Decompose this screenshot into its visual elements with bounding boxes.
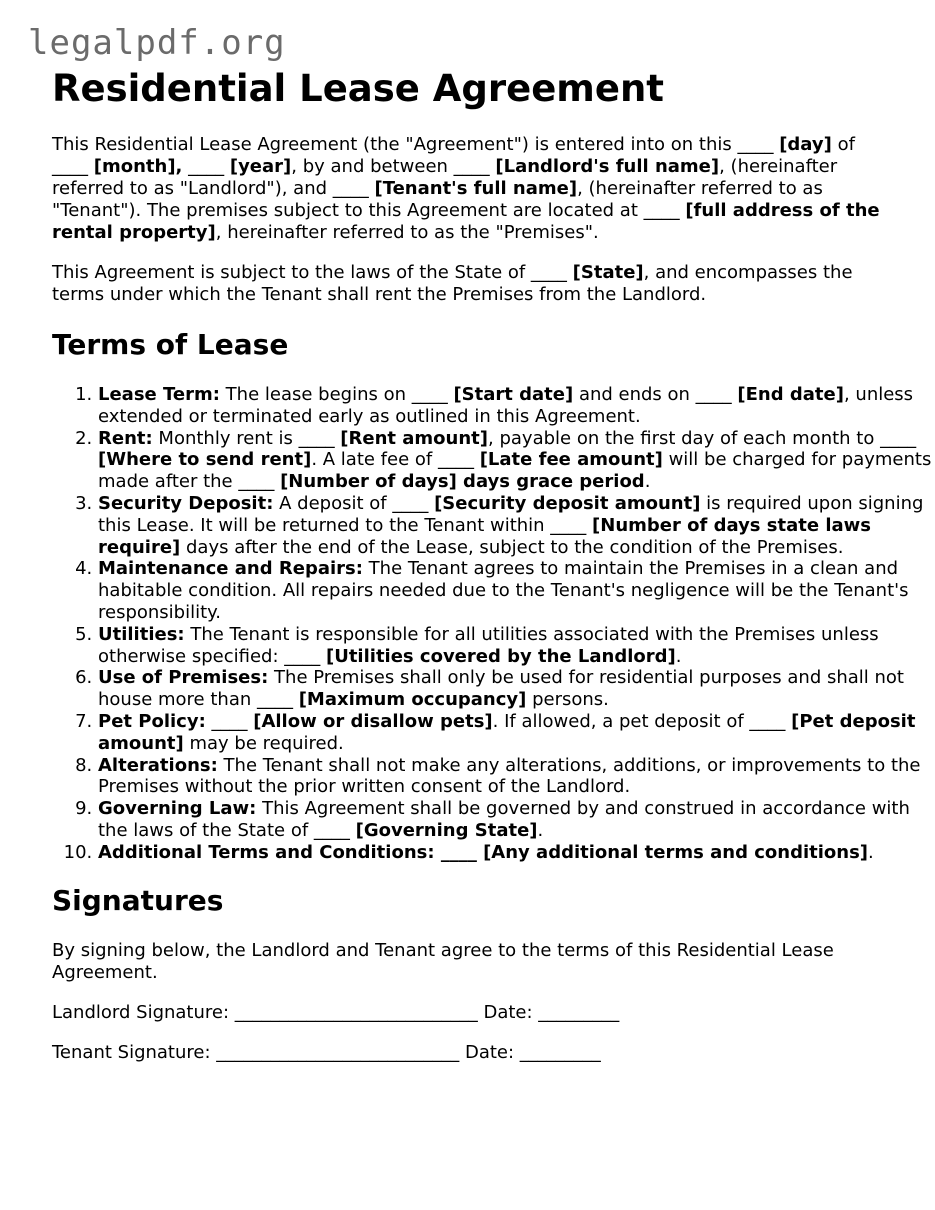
placeholder-return-days: [Number of days state laws require] <box>98 514 871 558</box>
placeholder-tenant-name: [Tenant's full name] <box>374 178 578 199</box>
term-utilities <box>98 624 935 668</box>
placeholder-late-fee: [Late fee amount] <box>479 449 663 471</box>
term-text: ____ <box>205 710 254 732</box>
intro-text: , by and between ____ <box>291 156 496 177</box>
document-title: Residential Lease Agreement <box>52 67 664 110</box>
placeholder-rent-amount: [Rent amount] <box>340 427 489 449</box>
term-label: Alterations: <box>98 754 218 776</box>
term-label: Utilities: <box>98 623 185 645</box>
term-label: Governing Law: <box>98 798 257 820</box>
intro-text: , hereinafter referred to as the "Premises". <box>215 222 599 243</box>
term-text: persons. <box>526 689 609 711</box>
term-text: . A late fee of ____ <box>311 449 480 471</box>
term-text: may be required. <box>183 732 344 754</box>
law-text: , and encompasses the terms under which the Tenant shall rent the Premises from the Landlord. <box>52 262 853 305</box>
term-alterations <box>98 755 935 799</box>
law-paragraph <box>52 262 892 306</box>
term-maintenance <box>98 558 935 623</box>
placeholder-additional-terms: ____ [Any additional terms and conditions] <box>434 841 869 863</box>
document-body <box>52 66 932 1064</box>
term-text: The Tenant is responsible for all utilities associated with the Premises unless otherwise specified: ____ <box>98 623 879 667</box>
term-lease-term <box>98 384 935 428</box>
placeholder-state: [State] <box>572 262 644 283</box>
placeholder-year: [year] <box>229 156 292 177</box>
term-pet-policy <box>98 711 935 755</box>
term-use-of-premises <box>98 667 935 711</box>
placeholder-property-address: [full address of the rental property] <box>52 200 880 243</box>
term-text: This Agreement shall be governed by and construed in accordance with the laws of the State of ____ <box>98 798 910 841</box>
placeholder-month: [month], <box>93 156 183 177</box>
term-text: days after the end of the Lease, subject to the condition of the Premises. <box>180 536 844 558</box>
intro-text: of ____ <box>52 134 855 177</box>
placeholder-day: [day] <box>779 134 832 155</box>
term-text: will be charged for payments made after the ____ <box>98 449 932 493</box>
term-text: The Tenant agrees to maintain the Premises in a clean and habitable condition. All repairs needed due to the Tenant's negligence will be the Tenant's responsibility. <box>98 558 909 623</box>
placeholder-utilities: [Utilities covered by the Landlord] <box>325 645 676 667</box>
signatures-intro: By signing below, the Landlord and Tenant agree to the terms of this Residential Lease Agreement. <box>52 939 834 983</box>
term-text: , unless extended or terminated early as outlined in this Agreement. <box>98 384 914 427</box>
placeholder-max-occupancy: [Maximum occupancy] <box>298 689 527 711</box>
placeholder-grace-period: [Number of days] days grace period <box>280 471 645 493</box>
intro-text: , (hereinafter referred to as "Landlord"), and ____ <box>52 156 838 199</box>
term-additional-terms <box>98 842 935 864</box>
placeholder-start-date: [Start date] <box>453 384 574 405</box>
term-label: Additional Terms and Conditions: <box>98 841 435 863</box>
term-text: A deposit of ____ <box>273 492 435 514</box>
landlord-signature-line[interactable]: Landlord Signature: ___________________________ Date: _________ <box>52 1001 620 1023</box>
term-text: . <box>644 471 651 493</box>
placeholder-pet-deposit: [Pet deposit amount] <box>98 710 916 754</box>
placeholder-deposit-amount: [Security deposit amount] <box>434 492 701 514</box>
intro-text: ____ <box>182 156 230 177</box>
terms-list <box>52 384 935 864</box>
term-text: is required upon signing this Lease. It will be returned to the Tenant within ____ <box>98 492 924 536</box>
term-text: . <box>537 819 544 841</box>
term-text: Monthly rent is ____ <box>152 427 341 449</box>
term-text: The lease begins on ____ <box>219 384 454 405</box>
term-label: Use of Premises: <box>98 667 269 689</box>
term-rent <box>98 428 935 493</box>
placeholder-rent-destination: [Where to send rent] <box>98 449 312 471</box>
placeholder-pets: [Allow or disallow pets] <box>253 710 493 732</box>
term-label: Maintenance and Repairs: <box>98 558 363 580</box>
term-label: Rent: <box>98 427 153 449</box>
term-governing-law <box>98 798 935 842</box>
term-text: . <box>675 645 682 667</box>
placeholder-governing-state: [Governing State] <box>355 819 538 841</box>
watermark: legalpdf.org <box>28 23 286 63</box>
term-label: Pet Policy: <box>98 710 206 732</box>
terms-heading: Terms of Lease <box>52 328 289 361</box>
intro-text: This Residential Lease Agreement (the "Agreement") is entered into on this ____ <box>52 134 780 155</box>
term-text: . <box>868 841 874 863</box>
intro-paragraph <box>52 134 892 244</box>
law-text: This Agreement is subject to the laws of the State of ____ <box>52 262 573 283</box>
placeholder-landlord-name: [Landlord's full name] <box>495 156 720 177</box>
tenant-signature-line[interactable]: Tenant Signature: ___________________________ Date: _________ <box>52 1041 601 1063</box>
intro-text: , (hereinafter referred to as "Tenant"). The premises subject to this Agreement are located at ____ <box>52 178 823 221</box>
term-label: Security Deposit: <box>98 492 274 514</box>
term-text: . If allowed, a pet deposit of ____ <box>492 710 792 732</box>
term-text: The Tenant shall not make any alterations, additions, or improvements to the Premises without the prior written consent of the Landlord. <box>98 754 921 798</box>
term-label: Lease Term: <box>98 384 220 405</box>
term-security-deposit <box>98 493 935 558</box>
term-text: , payable on the first day of each month to ____ <box>488 427 917 449</box>
term-text: The Premises shall only be used for residential purposes and shall not house more than ____ <box>98 667 904 711</box>
placeholder-end-date: [End date] <box>737 384 844 405</box>
term-text: and ends on ____ <box>573 384 738 405</box>
signatures-heading: Signatures <box>52 883 224 917</box>
